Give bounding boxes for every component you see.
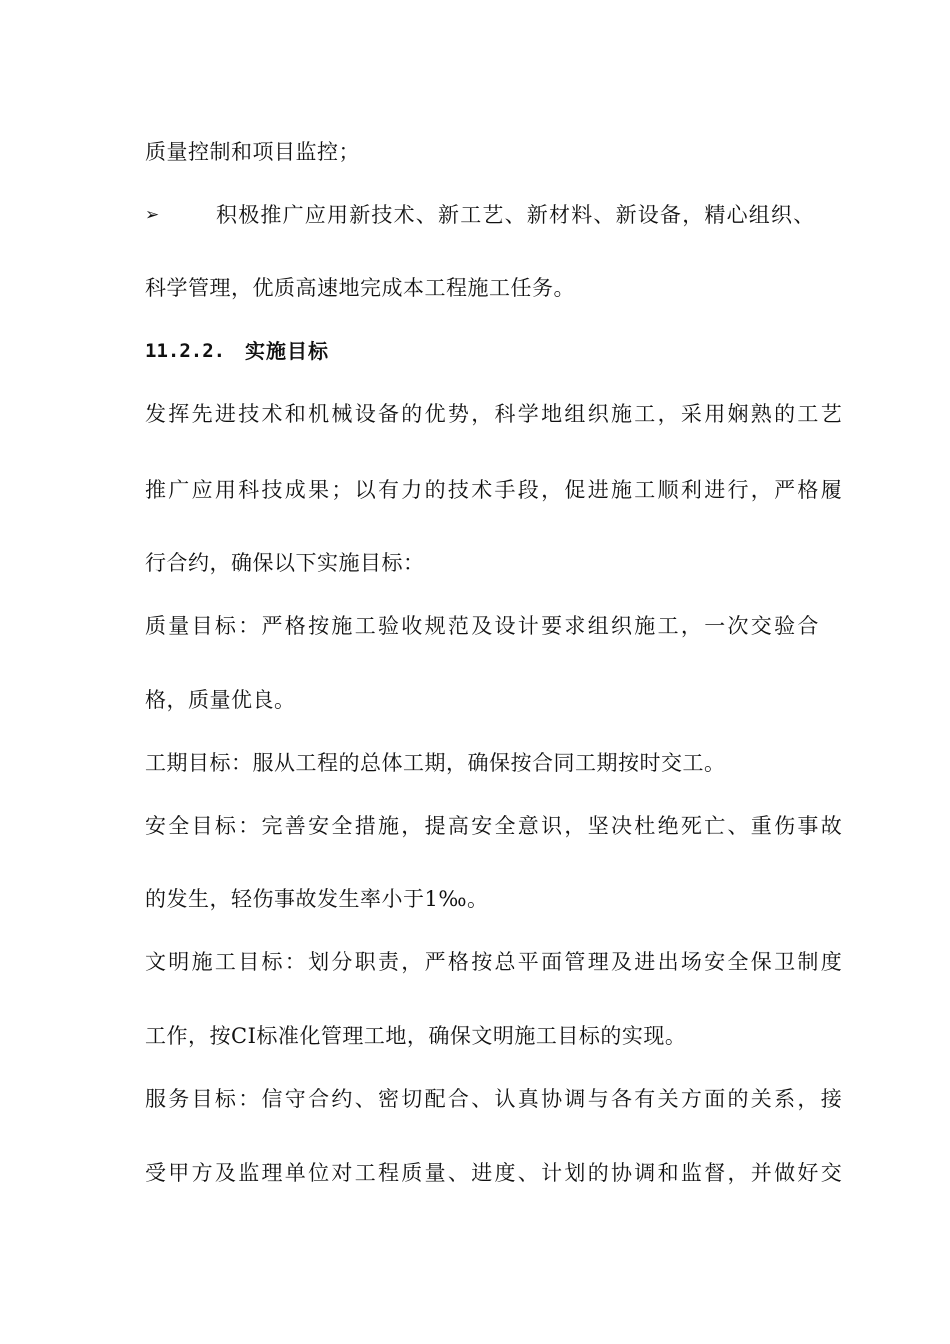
paragraph-line: 安全目标：完善安全措施，提高安全意识，坚决杜绝死亡、重伤事故	[145, 814, 844, 838]
paragraph-line: 的发生，轻伤事故发生率小于1‰。	[145, 887, 489, 911]
paragraph-line: 质量目标：严格按施工验收规范及设计要求组织施工，一次交验合	[145, 614, 821, 638]
paragraph-line: 推广应用科技成果；以有力的技术手段，促进施工顺利进行，严格履	[145, 478, 844, 502]
paragraph-line: 工作，按CI标准化管理工地，确保文明施工目标的实现。	[145, 1024, 687, 1048]
paragraph-line: 受甲方及监理单位对工程质量、进度、计划的协调和监督，并做好交	[145, 1161, 844, 1185]
paragraph-line: 工期目标：服从工程的总体工期，确保按合同工期按时交工。	[145, 751, 726, 775]
arrow-bullet-icon: ➢	[145, 205, 160, 225]
paragraph-line: 质量控制和项目监控；	[145, 140, 360, 164]
paragraph-line: 行合约，确保以下实施目标：	[145, 551, 425, 575]
paragraph-line: 服务目标：信守合约、密切配合、认真协调与各有关方面的关系，接	[145, 1087, 844, 1111]
paragraph-line: 发挥先进技术和机械设备的优势，科学地组织施工，采用娴熟的工艺	[145, 402, 844, 426]
paragraph-line: 科学管理，优质高速地完成本工程施工任务。	[145, 276, 575, 300]
bullet-item-text: 积极推广应用新技术、新工艺、新材料、新设备，精心组织、	[216, 203, 816, 227]
paragraph-line: 文明施工目标：划分职责，严格按总平面管理及进出场安全保卫制度	[145, 950, 844, 974]
section-number: 11.2.2.	[145, 340, 226, 362]
paragraph-line: 格，质量优良。	[145, 688, 296, 712]
section-title: 实施目标	[245, 339, 329, 363]
